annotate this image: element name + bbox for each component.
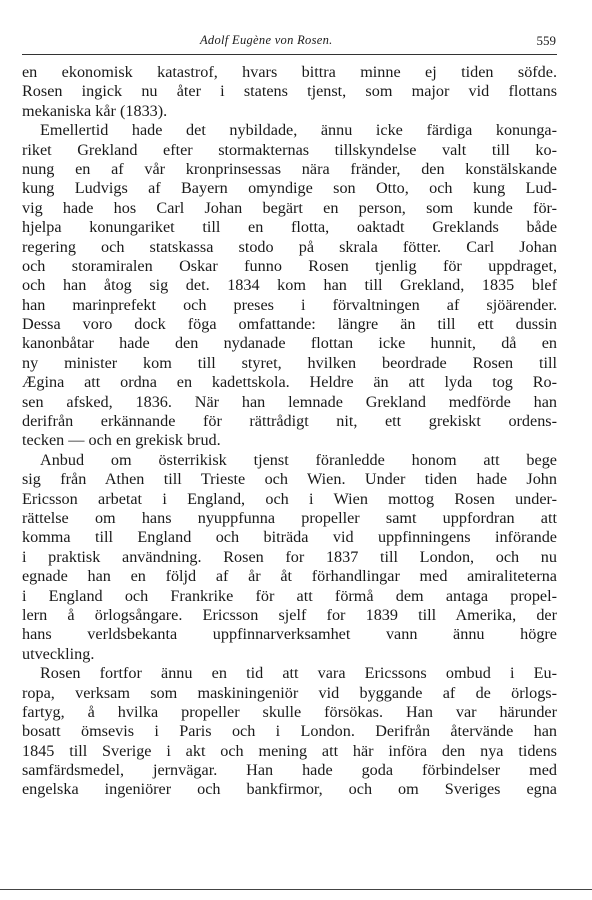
text-line: bosatt ömsevis i Paris och i London. Derifrån återvände han bbox=[22, 722, 557, 741]
text-line: vig hade hos Carl Johan begärt en person, som kunde för- bbox=[22, 198, 557, 217]
footer-rule bbox=[0, 889, 592, 890]
text-line: Dessa voro dock föga omfattande: längre än till ett dussin bbox=[22, 315, 557, 334]
page-number: 559 bbox=[536, 33, 556, 48]
text-line: hjelpa konungariket till en flotta, oaktadt Greklands både bbox=[22, 218, 557, 237]
text-line: en ekonomisk katastrof, hvars bittra minne ej tiden söfde. bbox=[22, 63, 557, 81]
text-line: sen afsked, 1836. När han lemnade Grekland medförde han bbox=[22, 392, 557, 411]
text-line: Ericsson arbetat i England, och i Wien mottog Rosen under- bbox=[22, 489, 557, 508]
text-line: kanonbåtar hade den nydanade flottan icke hunnit, då en bbox=[22, 334, 557, 353]
text-line: i England och Frankrike för att förmå dem antaga propel- bbox=[22, 586, 557, 605]
text-line: i praktisk användning. Rosen for 1837 till London, och nu bbox=[22, 547, 557, 566]
text-line: 1845 till Sverige i akt och mening att här införa den nya tidens bbox=[22, 741, 557, 760]
text-line: hans verldsbekanta uppfinnarverksamhet vann ännu högre bbox=[22, 625, 557, 644]
text-line: derifrån erkännande för rättrådigt nit, ett grekiskt ordens- bbox=[22, 412, 557, 431]
text-line: riket Grekland efter stormakternas tillskyndelse valt till ko- bbox=[22, 140, 557, 159]
text-line: och storamiralen Oskar funno Rosen tjenlig för uppdraget, bbox=[22, 256, 557, 275]
text-line: engelska ingeniörer och bankfirmor, och om Sveriges egna bbox=[22, 780, 557, 799]
text-line: ropa, verksam som maskiningeniör vid byggande af de örlogs- bbox=[22, 683, 557, 702]
text-line: nung en af vår kronprinsessas nära fränder, den konstälskande bbox=[22, 159, 557, 178]
text-line: Anbud om österrikisk tjenst föranledde honom att bege bbox=[40, 450, 557, 469]
text-line: egnade han en följd af år åt förhandlingar med amiraliteterna bbox=[22, 567, 557, 586]
text-line: sig från Athen till Trieste och Wien. Under tiden hade John bbox=[22, 470, 557, 489]
text-line: lern å örlogsångare. Ericsson sjelf for 1839 till Amerika, der bbox=[22, 605, 557, 624]
text-line: Rosen ingick nu åter i statens tjenst, som major vid flottans bbox=[22, 82, 557, 101]
text-line: samfärdsmedel, jernvägar. Han hade goda förbindelser med bbox=[22, 761, 557, 780]
text-line: han marinprefekt och preses i förvaltningen af sjöärender. bbox=[22, 295, 557, 314]
text-line: fartyg, å hvilka propeller skulle försökas. Han var härunder bbox=[22, 702, 557, 721]
running-title: Adolf Eugène von Rosen. bbox=[200, 33, 333, 47]
text-line: ny minister kom till styret, hvilken beordrade Rosen till bbox=[22, 353, 557, 372]
text-line: regering och statskassa stodo på skrala fötter. Carl Johan bbox=[22, 237, 557, 256]
text-line: kung Ludvigs af Bayern omyndige son Otto, och kung Lud- bbox=[22, 179, 557, 198]
text-line: och han åtog sig det. 1834 kom han till Grekland, 1835 blef bbox=[22, 276, 557, 295]
header-rule bbox=[22, 54, 557, 55]
text-line: utveckling. bbox=[22, 644, 95, 663]
text-line: komma till England och biträda vid uppfinningens införande bbox=[22, 528, 557, 547]
text-line: Rosen fortfor ännu en tid att vara Ericssons ombud i Eu- bbox=[40, 664, 557, 683]
text-line: mekaniska kår (1833). bbox=[22, 101, 168, 120]
text-line: rättelse om hans nyuppfunna propeller samt uppfordran att bbox=[22, 508, 557, 527]
body-text bbox=[22, 63, 557, 800]
text-line: Emellertid hade det nybildade, ännu icke färdiga konunga- bbox=[40, 121, 557, 140]
page-header bbox=[0, 33, 592, 53]
text-line: tecken — och en grekisk brud. bbox=[22, 431, 221, 450]
text-line: Ægina att ordna en kadettskola. Heldre än att lyda tog Ro- bbox=[22, 373, 557, 392]
